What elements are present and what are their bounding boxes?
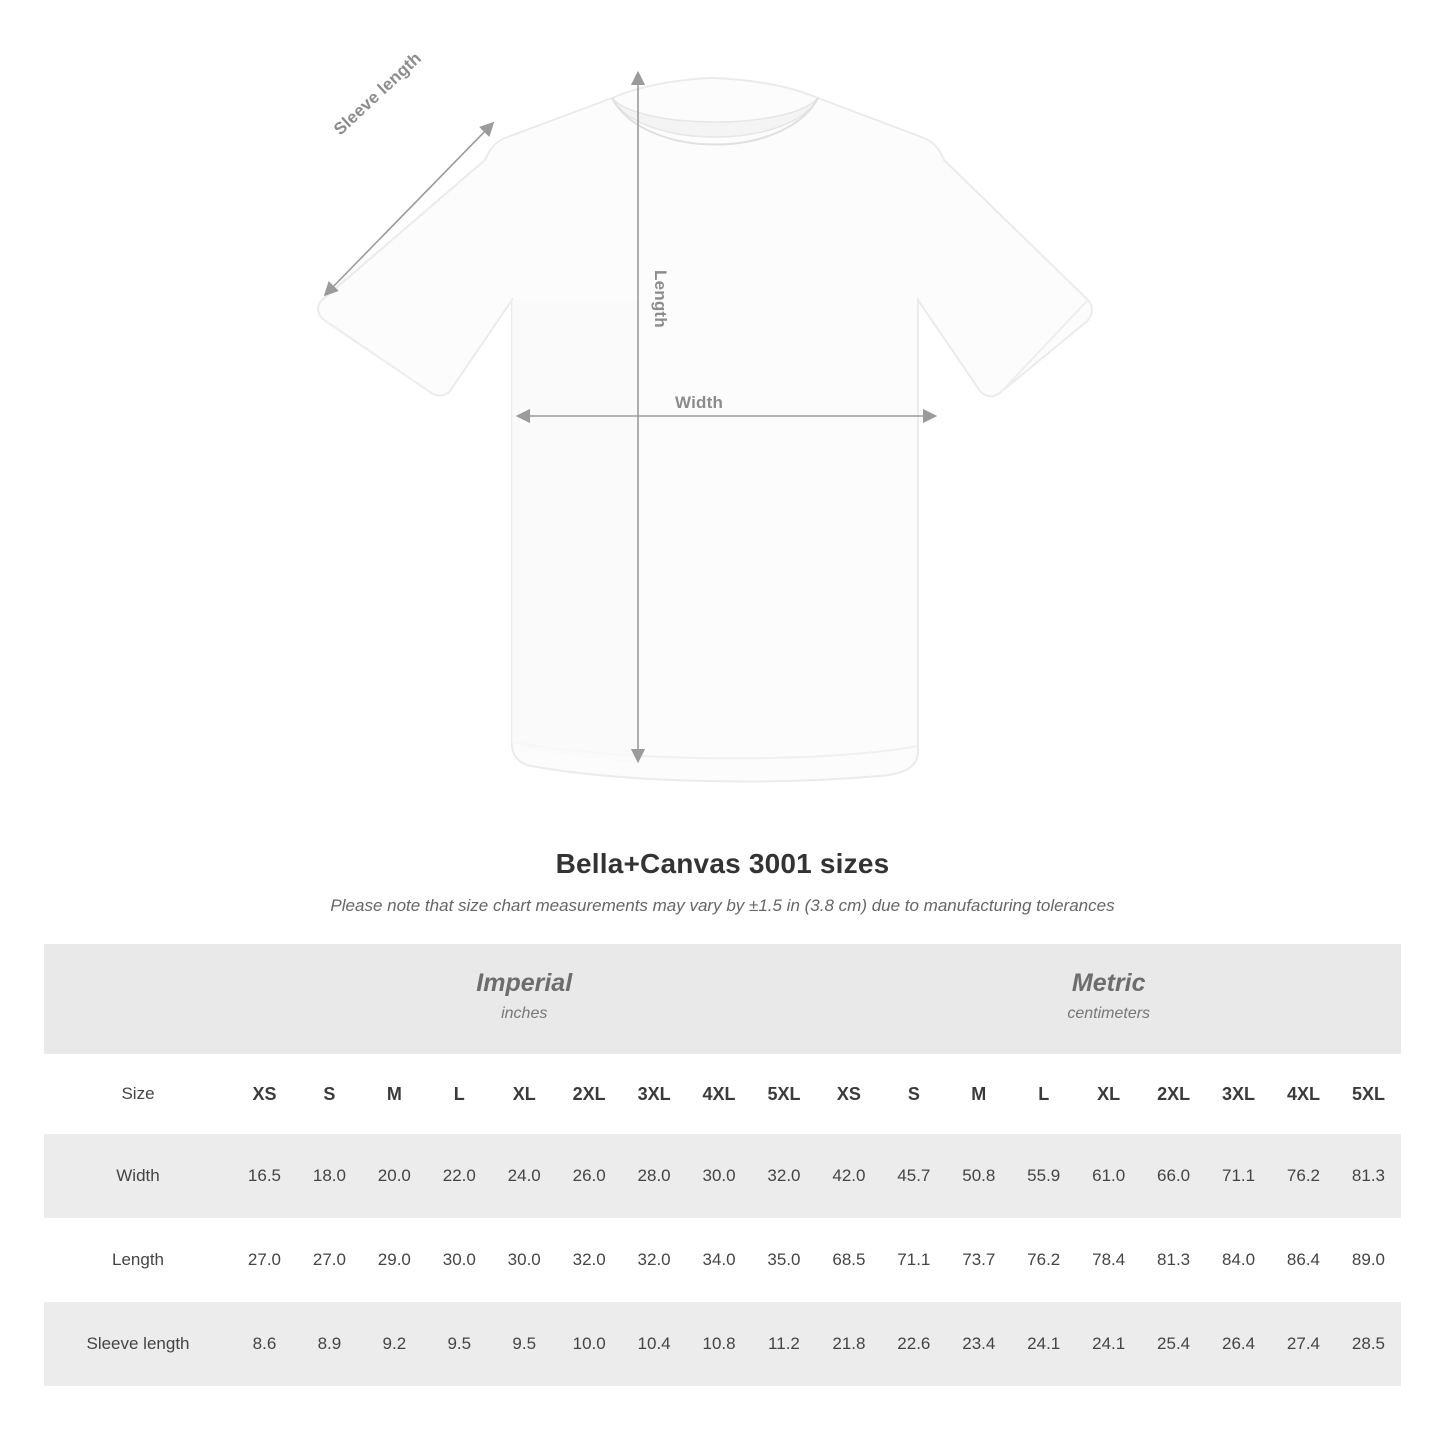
cell: 55.9 [1011,1134,1076,1218]
row-label-width: Width [44,1134,232,1218]
cell: 23.4 [946,1302,1011,1386]
cell: 66.0 [1141,1134,1206,1218]
column-header: 5XL [752,1054,817,1134]
column-header: M [946,1054,1011,1134]
cell: 32.0 [557,1218,622,1302]
unit-header-blank [44,944,232,1054]
imperial-subtitle: inches [501,1005,548,1023]
cell: 32.0 [752,1134,817,1218]
unit-header-row [44,944,1401,1054]
column-header: L [1011,1054,1076,1134]
cell: 27.4 [1271,1302,1336,1386]
cell: 22.6 [881,1302,946,1386]
table-row [44,1302,1401,1386]
sleeve-length-label: Sleeve length [330,48,426,139]
cell: 26.4 [1206,1302,1271,1386]
column-header: 2XL [1141,1054,1206,1134]
cell: 50.8 [946,1134,1011,1218]
cell: 84.0 [1206,1218,1271,1302]
width-label: Width [675,393,724,412]
cell: 28.0 [622,1134,687,1218]
cell: 30.0 [427,1218,492,1302]
cell: 73.7 [946,1218,1011,1302]
cell: 9.2 [362,1302,427,1386]
cell: 35.0 [752,1218,817,1302]
title-block [0,848,1445,916]
cell: 29.0 [362,1218,427,1302]
cell: 11.2 [752,1302,817,1386]
cell: 24.0 [492,1134,557,1218]
column-header: XS [816,1054,881,1134]
column-header: S [881,1054,946,1134]
cell: 22.0 [427,1134,492,1218]
cell: 8.9 [297,1302,362,1386]
row-label-length: Length [44,1218,232,1302]
cell: 28.5 [1336,1302,1401,1386]
tolerance-note: Please note that size chart measurements may vary by ±1.5 in (3.8 cm) due to manufacturing tolerances [330,896,1115,915]
table-row [44,1134,1401,1218]
table-row [44,1218,1401,1302]
cell: 42.0 [816,1134,881,1218]
column-header: 3XL [622,1054,687,1134]
column-header: XS [232,1054,297,1134]
size-table-wrapper [44,944,1401,1386]
page-title: Bella+Canvas 3001 sizes [555,848,890,879]
cell: 89.0 [1336,1218,1401,1302]
metric-title: Metric [1071,969,1146,998]
length-label: Length [651,270,670,328]
size-header-row [44,1054,1401,1134]
cell: 71.1 [1206,1134,1271,1218]
cell: 10.8 [687,1302,752,1386]
cell: 81.3 [1141,1218,1206,1302]
cell: 26.0 [557,1134,622,1218]
cell: 21.8 [816,1302,881,1386]
cell: 81.3 [1336,1134,1401,1218]
size-table [44,944,1401,1386]
cell: 32.0 [622,1218,687,1302]
column-header: M [362,1054,427,1134]
cell: 34.0 [687,1218,752,1302]
cell: 78.4 [1076,1218,1141,1302]
cell: 24.1 [1011,1302,1076,1386]
cell: 27.0 [297,1218,362,1302]
cell: 71.1 [881,1218,946,1302]
column-header: XL [492,1054,557,1134]
column-header: XL [1076,1054,1141,1134]
cell: 20.0 [362,1134,427,1218]
cell: 16.5 [232,1134,297,1218]
cell: 10.4 [622,1302,687,1386]
cell: 10.0 [557,1302,622,1386]
cell: 24.1 [1076,1302,1141,1386]
cell: 9.5 [492,1302,557,1386]
row-header-label: Size [44,1054,232,1134]
cell: 27.0 [232,1218,297,1302]
column-header: 5XL [1336,1054,1401,1134]
cell: 8.6 [232,1302,297,1386]
cell: 61.0 [1076,1134,1141,1218]
metric-subtitle: centimeters [1067,1005,1151,1023]
column-header: 2XL [557,1054,622,1134]
cell: 9.5 [427,1302,492,1386]
row-label-sleeve-length: Sleeve length [44,1302,232,1386]
column-header: S [297,1054,362,1134]
imperial-title: Imperial [476,969,573,998]
cell: 25.4 [1141,1302,1206,1386]
cell: 68.5 [816,1218,881,1302]
cell: 30.0 [687,1134,752,1218]
column-header: L [427,1054,492,1134]
cell: 30.0 [492,1218,557,1302]
cell: 86.4 [1271,1218,1336,1302]
column-header: 3XL [1206,1054,1271,1134]
cell: 76.2 [1011,1218,1076,1302]
cell: 76.2 [1271,1134,1336,1218]
cell: 45.7 [881,1134,946,1218]
cell: 18.0 [297,1134,362,1218]
unit-group-metric [816,944,1401,1054]
column-header: 4XL [1271,1054,1336,1134]
column-header: 4XL [687,1054,752,1134]
unit-group-imperial [232,944,816,1054]
